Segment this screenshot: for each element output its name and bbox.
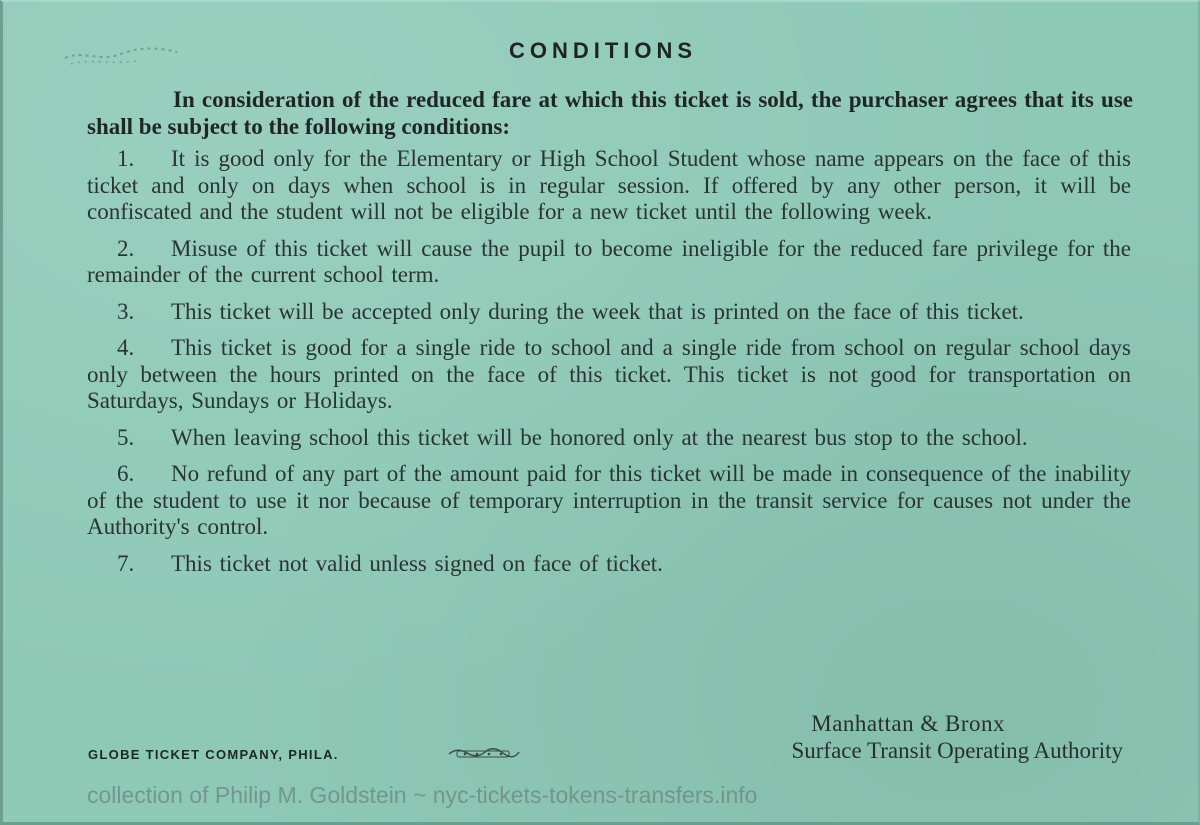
collection-watermark: collection of Philip M. Goldstein ~ nyc-tickets-tokens-transfers.info bbox=[87, 782, 758, 808]
intro-paragraph: In consideration of the reduced fare at which this ticket is sold, the purchaser agrees that its use shall be subject to the following conditions: bbox=[87, 87, 1133, 139]
condition-number: 6. bbox=[117, 461, 135, 486]
authority-line-2: Surface Transit Operating Authority bbox=[791, 738, 1123, 763]
condition-text: This ticket is good for a single ride to school and a single ride from school on regular school days only between the hours printed on the face of this ticket. This ticket is not good for transportation on Saturdays, Sundays or Holidays. bbox=[87, 335, 1131, 413]
union-label-icon bbox=[447, 745, 521, 761]
condition-text: Misuse of this ticket will cause the pupil to become ineligible for the reduced fare privilege for the remainder of the current school term. bbox=[87, 235, 1131, 287]
condition-number: 2. bbox=[117, 235, 135, 261]
condition-text: This ticket not valid unless signed on face of ticket. bbox=[171, 550, 663, 576]
condition-text: This ticket will be accepted only during the week that is printed on the face of this ticket. bbox=[171, 298, 1024, 324]
condition-item bbox=[87, 461, 1131, 541]
condition-item bbox=[87, 335, 1131, 415]
condition-number: 1. bbox=[117, 146, 135, 171]
condition-number: 5. bbox=[117, 424, 135, 450]
condition-item bbox=[87, 425, 1131, 452]
condition-text: It is good only for the Elementary or High School Student whose name appears on the face of this ticket and only on days when school is in regular session. If offered by any other person, it will be confiscated and the student will not be eligible for a new ticket until the following week. bbox=[87, 146, 1131, 224]
printer-imprint: GLOBE TICKET COMPANY, PHILA. bbox=[88, 747, 339, 762]
condition-item bbox=[87, 299, 1131, 326]
condition-number: 7. bbox=[117, 550, 135, 576]
conditions-list bbox=[87, 146, 1131, 587]
condition-item bbox=[87, 551, 1131, 578]
condition-item bbox=[87, 146, 1131, 226]
condition-text: No refund of any part of the amount paid for this ticket will be made in consequence of the inability of the student to use it nor because of temporary interruption in the transit service for causes not under the Authority's control. bbox=[87, 461, 1131, 539]
condition-number: 4. bbox=[117, 335, 135, 360]
authority-line-1: Manhattan & Bronx bbox=[811, 711, 1005, 736]
condition-item bbox=[87, 236, 1131, 289]
conditions-title: CONDITIONS bbox=[508, 38, 698, 63]
condition-text: When leaving school this ticket will be honored only at the nearest bus stop to the school. bbox=[171, 424, 1028, 450]
condition-number: 3. bbox=[117, 298, 135, 324]
authority-signature bbox=[791, 710, 1123, 764]
